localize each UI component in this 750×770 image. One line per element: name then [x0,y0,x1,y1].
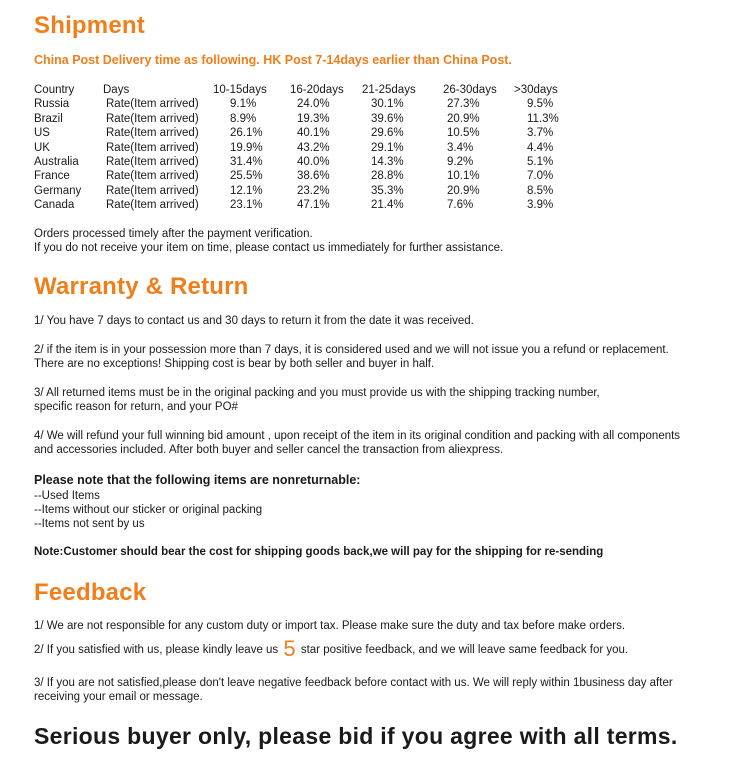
table-header-cell: Country [34,84,75,96]
table-cell: France [34,170,70,183]
feedback-paragraph-2-end: star positive feedback, and we will leave same feedback for you. [300,644,629,656]
nonreturnable-item: --Used Items [34,490,100,502]
table-cell: 27.3% [447,98,480,111]
table-cell: 39.6% [371,112,404,125]
feedback-title: Feedback [34,579,147,606]
table-cell: Rate(Item arrived) [106,141,199,154]
table-cell: Rate(Item arrived) [106,127,199,140]
table-cell: 30.1% [371,98,404,111]
table-cell: 10.5% [447,127,480,140]
table-cell: 24.0% [297,98,330,111]
table-cell: Rate(Item arrived) [106,98,199,111]
feedback-paragraph-3a: 3/ If you are not satisfied,please don't leave negative feedback before contact with us. We will reply within 1business day after [34,677,673,689]
table-cell: 20.9% [447,184,480,197]
shipment-subtitle: China Post Delivery time as following. HK Post 7-14days earlier than China Post. [34,53,512,67]
delivery-rate-table [0,84,750,214]
table-cell: 43.2% [297,141,330,154]
table-header-cell: >30days [514,84,558,96]
serious-buyer-banner: Serious buyer only, please bid if you agree with all terms. [34,723,678,749]
table-header-cell: 21-25days [362,84,416,96]
warranty-paragraph-1: 1/ You have 7 days to contact us and 30 days to return it from the date it was received. [34,315,474,327]
table-cell: Germany [34,184,82,197]
table-cell: 14.3% [371,156,404,168]
table-cell: 5.1% [527,156,554,168]
table-cell: 35.3% [371,184,404,197]
nonreturnable-item: --Items without our sticker or original packing [34,504,263,516]
table-cell: 20.9% [447,112,480,125]
table-cell: 8.5% [527,184,554,197]
table-cell: UK [34,141,50,154]
table-cell: 4.4% [527,141,554,154]
warranty-paragraph-2a: 2/ if the item is in your possession more than 7 days, it is considered used and we will not issue you a refund or replacement. [34,344,669,356]
table-cell: 31.4% [230,156,263,168]
table-cell: 7.0% [527,170,554,183]
table-cell: Rate(Item arrived) [106,156,199,168]
shipment-note-1: Orders processed timely after the payment verification. [34,228,313,240]
table-cell: 38.6% [297,170,330,183]
table-cell: 26.1% [230,127,263,140]
table-cell: 3.7% [527,127,554,140]
table-header-cell: 26-30days [443,84,497,96]
warranty-paragraph-3b: specific reason for return, and your PO# [34,401,238,413]
warranty-paragraph-4b: and accessories included. After both buyer and seller cancel the transaction from aliexpress. [34,444,504,456]
warranty-paragraph-3a: 3/ All returned items must be in the original packing and you must provide us with the shipping tracking number, [34,387,600,399]
return-shipping-note: Note:Customer should bear the cost for shipping goods back,we will pay for the shipping for re-sending [34,546,604,558]
table-header-cell: 16-20days [290,84,344,96]
table-cell: 21.4% [371,199,404,212]
table-cell: 7.6% [447,199,474,212]
table-cell: Australia [34,156,79,168]
table-cell: Rate(Item arrived) [106,112,199,125]
feedback-paragraph-2-start: 2/ If you satisfied with us, please kindly leave us [34,644,279,656]
table-cell: Rate(Item arrived) [106,170,199,183]
table-cell: Russia [34,98,70,111]
table-cell: Rate(Item arrived) [106,199,199,212]
table-cell: 28.8% [371,170,404,183]
feedback-paragraph-3b: receiving your email or message. [34,691,203,703]
table-cell: 3.9% [527,199,554,212]
table-cell: Rate(Item arrived) [106,184,199,197]
nonreturnable-item: --Items not sent by us [34,518,145,530]
table-cell: Brazil [34,112,63,125]
table-header-cell: 10-15days [213,84,267,96]
shipment-title: Shipment [34,12,145,39]
table-cell: 19.9% [230,141,263,154]
table-cell: 29.6% [371,127,404,140]
table-cell: Canada [34,199,75,212]
table-cell: 47.1% [297,199,330,212]
table-cell: 25.5% [230,170,263,183]
table-cell: 11.3% [527,112,559,125]
table-cell: 8.9% [230,112,257,125]
table-cell: 9.1% [230,98,257,111]
table-cell: 3.4% [447,141,474,154]
nonreturnable-heading: Please note that the following items are nonreturnable: [34,473,361,487]
warranty-paragraph-4a: 4/ We will refund your full winning bid amount , upon receipt of the item in its original condition and packing with all components [34,430,681,442]
shipment-note-2: If you do not receive your item on time, please contact us immediately for further assistance. [34,242,504,254]
warranty-title: Warranty & Return [34,273,249,300]
feedback-paragraph-1: 1/ We are not responsible for any custom duty or import tax. Please make sure the duty and tax before make orders. [34,620,626,632]
table-cell: US [34,127,50,140]
table-cell: 40.1% [297,127,330,140]
table-cell: 10.1% [447,170,480,183]
table-cell: 19.3% [297,112,330,125]
table-header-cell: Days [103,84,130,96]
warranty-paragraph-2b: There are no exceptions! Shipping cost is bear by both seller and buyer in half. [34,358,435,370]
table-cell: 12.1% [230,184,263,197]
table-cell: 40.0% [297,156,330,168]
table-cell: 29.1% [371,141,404,154]
table-cell: 9.5% [527,98,554,111]
table-cell: 23.2% [297,184,330,197]
feedback-paragraph-2 [34,636,629,661]
five-star-number: 5 [283,636,296,661]
table-cell: 23.1% [230,199,263,212]
table-cell: 9.2% [447,156,474,168]
